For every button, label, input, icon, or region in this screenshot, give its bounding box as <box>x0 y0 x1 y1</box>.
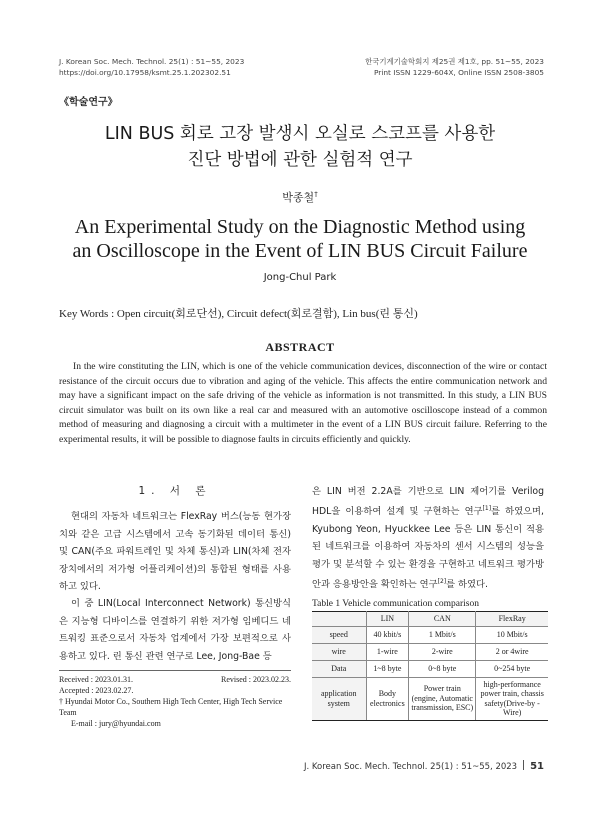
table-row-header: application system <box>312 677 366 720</box>
korean-title-line1: LIN BUS 회로 고장 발생시 오실로 스코프를 사용한 <box>104 124 496 144</box>
reference-marker[interactable]: [1] <box>482 505 492 513</box>
table-header-cell <box>312 612 366 627</box>
dates-row <box>59 674 291 685</box>
table-cell: 2-wire <box>409 643 476 660</box>
footer-divider <box>523 760 524 770</box>
table-header-cell: CAN <box>409 612 476 627</box>
paragraph: 현대의 자동차 네트워크는 FlexRay 버스(능동 현가장치와 같은 고급 시스템에서 고속 동기화된 데이터 통신) 및 CAN(주요 파워트레인 및 차체 통신)과 LIN(차체 전자장치에서의 저가형 어플리케이션)의 통합된 형태를 사용하고 있다. <box>59 511 291 593</box>
running-footer <box>304 760 544 772</box>
table-row-header: Data <box>312 660 366 677</box>
korean-author-name: 박종철 <box>282 191 315 204</box>
revised-date: Revised : 2023.02.23. <box>221 675 291 684</box>
paragraph <box>312 483 544 594</box>
table-cell: 0~8 byte <box>409 660 476 677</box>
paragraph-text: 를 하였다. <box>446 579 488 591</box>
table-row-header: speed <box>312 626 366 643</box>
doi-link[interactable]: https://doi.org/10.17958/ksmt.25.1.202302.51 <box>59 68 231 77</box>
right-column <box>312 483 544 594</box>
table-caption: Table 1 Vehicle communication comparison <box>312 599 479 609</box>
table-cell: 40 kbit/s <box>366 626 409 643</box>
english-title <box>0 215 600 263</box>
korean-author <box>0 189 600 205</box>
reference-marker[interactable]: [2] <box>437 578 447 586</box>
received-date: Received : 2023.01.31. <box>59 675 133 684</box>
paragraph-text: 를 하였으며, Kyubong Yeon, Hyuckkee Lee 등은 LIN 통신이 적용된 네트워크를 이용하여 자동차의 센서 시스템의 성능을 평가 및 분석할 수 있는 환경을 구현하고 네트워크 평가방안과 응용방안을 확인하는 연구 <box>312 506 544 591</box>
abstract-heading: ABSTRACT <box>265 340 335 354</box>
table-row <box>312 643 548 660</box>
keywords-text: Open circuit(회로단선), Circuit defect(회로결함), Lin bus(린 통신) <box>116 308 418 320</box>
table-cell: 2 or 4wire <box>476 643 548 660</box>
journal-citation: J. Korean Soc. Mech. Technol. 25(1) : 51~55, 2023 <box>59 57 245 66</box>
table-row <box>312 626 548 643</box>
section-heading: 1. 서 론 <box>138 485 212 497</box>
table-row-header: wire <box>312 643 366 660</box>
comparison-table <box>312 611 548 721</box>
table-cell: 1 Mbit/s <box>409 626 476 643</box>
korean-title <box>0 121 600 173</box>
english-title-line1: An Experimental Study on the Diagnostic Method using <box>74 216 526 238</box>
table-cell: Body electronics <box>366 677 409 720</box>
running-header-left <box>59 56 244 78</box>
table-cell: 0~254 byte <box>476 660 548 677</box>
table-cell: 10 Mbit/s <box>476 626 548 643</box>
table-row <box>312 660 548 677</box>
author-affiliation: † Hyundai Motor Co., Southern High Tech Center, High Tech Service Team <box>59 697 283 717</box>
page-number: 51 <box>530 761 544 772</box>
table-cell: Power train (engine, Automatic transmission, ESC) <box>409 677 476 720</box>
footnote-divider <box>59 670 291 671</box>
paragraph-text: 은 LIN 버전 2.2A를 기반으로 LIN 제어기를 Verilog HDL을 이용하여 설계 및 구현하는 연구 <box>312 486 544 518</box>
footnotes <box>59 674 291 729</box>
left-column <box>59 483 291 665</box>
table-header-cell: FlexRay <box>476 612 548 627</box>
table-cell: 1-wire <box>366 643 409 660</box>
table-cell: high-performance power train, chassis safety(Drive-by -Wire) <box>476 677 548 720</box>
running-header-right <box>365 56 544 78</box>
english-title-line2: an Oscilloscope in the Event of LIN BUS Circuit Failure <box>72 240 528 262</box>
issn-line: Print ISSN 1229-604X, Online ISSN 2508-3805 <box>373 68 544 77</box>
table-cell: 1~8 byte <box>366 660 409 677</box>
keywords-label: Key Words : <box>59 308 115 320</box>
author-email[interactable]: E-mail : jury@hyundai.com <box>71 719 161 728</box>
journal-citation-ko: 한국기계기술학회지 제25권 제1호, pp. 51~55, 2023 <box>365 57 544 66</box>
keywords <box>59 305 549 321</box>
table-row <box>312 677 548 720</box>
abstract-body: In the wire constituting the LIN, which is one of the vehicle communication devices, disconnection of the wire or contact resistance of the circuit occurs due to vibration and aging of the vehicle. This affects the entire communication network and may have a significant impact on the safe driving of the vehicle as information is not transmitted. In this study, a LIN BUS circuit simulator was built on its own like a real car and measured with an automotive oscilloscope instead of a common method of measuring and diagnosing a circuit with a multimeter in the event of a LIN BUS circuit failure. Referring to the experimental results, it will be possible to diagnose faults in circuits efficiently and quickly. <box>59 361 547 445</box>
table-header-row <box>312 612 548 627</box>
author-mark: † <box>314 190 318 199</box>
footer-citation: J. Korean Soc. Mech. Technol. 25(1) : 51~55, 2023 <box>303 762 518 772</box>
paragraph: 이 중 LIN(Local Interconnect Network) 통신방식은 지능형 디바이스를 연결하기 위한 저가형 임베디드 네트워킹 표준으로서 자동차 업계에서 가장 보편적으로 사용하고 있다. 린 통신 관련 연구로 Lee, Jong-Bae 등 <box>59 598 291 662</box>
english-author: Jong-Chul Park <box>263 272 337 283</box>
korean-title-line2: 진단 방법에 관한 실험적 연구 <box>187 150 413 170</box>
article-category: 《학술연구》 <box>59 97 118 108</box>
accepted-date: Accepted : 2023.02.27. <box>59 686 134 695</box>
table-header-cell: LIN <box>366 612 409 627</box>
